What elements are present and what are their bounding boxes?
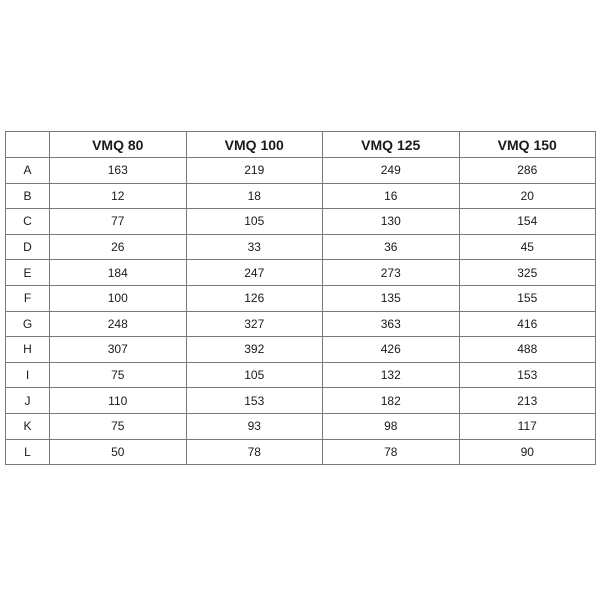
table-cell: 78 [186,439,323,465]
table-cell: 219 [186,158,323,184]
table-cell: 184 [50,260,187,286]
table-cell: 153 [459,362,596,388]
table-row [6,362,596,388]
table-cell: 327 [186,311,323,337]
column-header-vmq-80: VMQ 80 [50,132,187,158]
table-cell: 50 [50,439,187,465]
table-cell: 307 [50,337,187,363]
table-row [6,285,596,311]
row-label: H [6,337,50,363]
table-row [6,337,596,363]
table-cell: 488 [459,337,596,363]
table-body [6,158,596,465]
table-row [6,158,596,184]
table-cell: 126 [186,285,323,311]
table-cell: 90 [459,439,596,465]
table-row [6,183,596,209]
table-cell: 100 [50,285,187,311]
table-cell: 26 [50,234,187,260]
row-label: A [6,158,50,184]
table-cell: 163 [50,158,187,184]
table-cell: 33 [186,234,323,260]
table-cell: 16 [323,183,460,209]
dimensions-table [5,131,596,465]
table-cell: 75 [50,413,187,439]
column-header-vmq-125: VMQ 125 [323,132,460,158]
row-label: B [6,183,50,209]
table-cell: 110 [50,388,187,414]
table-cell: 132 [323,362,460,388]
table-cell: 213 [459,388,596,414]
table-cell: 248 [50,311,187,337]
table-cell: 363 [323,311,460,337]
table-cell: 93 [186,413,323,439]
row-label: F [6,285,50,311]
table-cell: 117 [459,413,596,439]
table-row [6,388,596,414]
row-label: G [6,311,50,337]
table-cell: 18 [186,183,323,209]
table-row [6,260,596,286]
table-cell: 286 [459,158,596,184]
table-cell: 426 [323,337,460,363]
table-cell: 105 [186,209,323,235]
table-cell: 98 [323,413,460,439]
table-row [6,413,596,439]
table-row [6,209,596,235]
row-label: D [6,234,50,260]
table-cell: 273 [323,260,460,286]
corner-cell [6,132,50,158]
row-label: K [6,413,50,439]
row-label: J [6,388,50,414]
row-label: L [6,439,50,465]
table-cell: 78 [323,439,460,465]
table-cell: 249 [323,158,460,184]
header-row [6,132,596,158]
table-row [6,311,596,337]
table-row [6,439,596,465]
table-cell: 75 [50,362,187,388]
row-label: E [6,260,50,286]
table-cell: 12 [50,183,187,209]
table-row [6,234,596,260]
table-cell: 77 [50,209,187,235]
column-header-vmq-100: VMQ 100 [186,132,323,158]
row-label: I [6,362,50,388]
table-cell: 130 [323,209,460,235]
table-cell: 416 [459,311,596,337]
table-cell: 135 [323,285,460,311]
table-cell: 155 [459,285,596,311]
table-cell: 154 [459,209,596,235]
table-cell: 153 [186,388,323,414]
table-cell: 45 [459,234,596,260]
table-cell: 105 [186,362,323,388]
table-cell: 36 [323,234,460,260]
table-cell: 325 [459,260,596,286]
table-cell: 247 [186,260,323,286]
table-cell: 182 [323,388,460,414]
row-label: C [6,209,50,235]
table-cell: 392 [186,337,323,363]
table-cell: 20 [459,183,596,209]
column-header-vmq-150: VMQ 150 [459,132,596,158]
